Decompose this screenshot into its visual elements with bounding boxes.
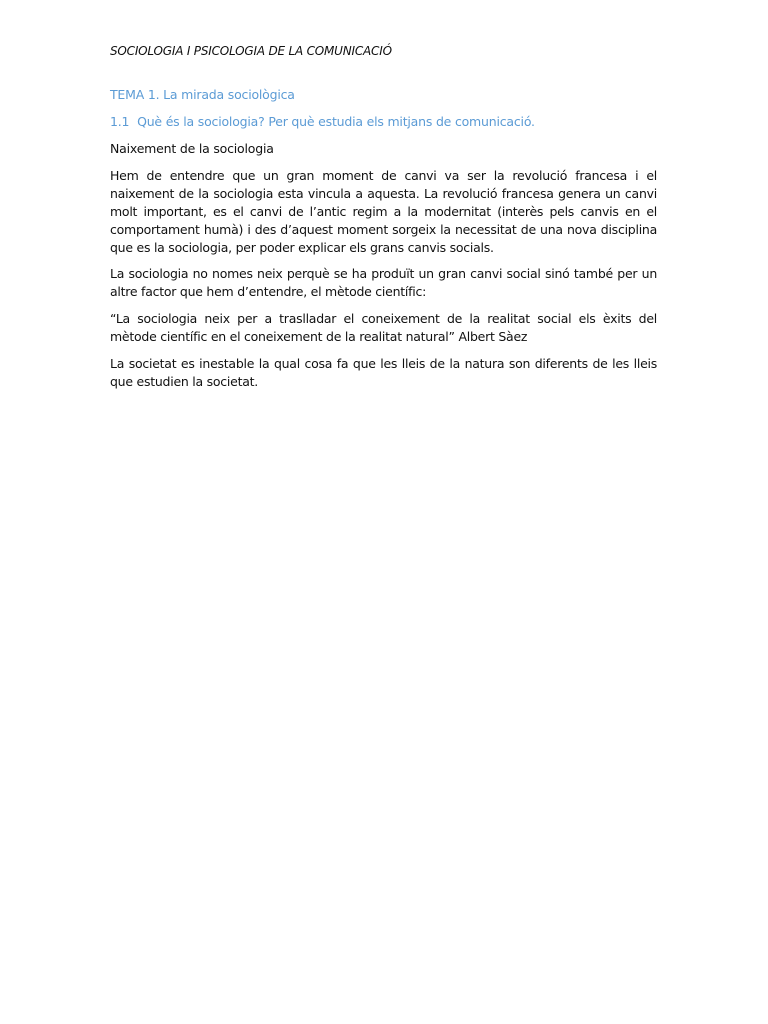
paragraph-4: La societat es inestable la qual cosa fa que les lleis de la natura son diferents de les lleis que estudien la societat. <box>110 356 657 389</box>
subtitle-naixement: Naixement de la sociologia <box>110 141 274 156</box>
heading-section-1-1 <box>110 114 535 130</box>
heading-tema-1: TEMA 1. La mirada sociològica <box>110 87 295 102</box>
document-page <box>110 0 657 1024</box>
section-title: Què és la sociologia? Per què estudia els mitjans de comunicació. <box>137 114 535 129</box>
paragraph-quote: “La sociologia neix per a traslladar el coneixement de la realitat social els èxits del mètode científic en el coneixement de la realitat natural” Albert Sàez <box>110 311 657 344</box>
paragraph-2: La sociologia no nomes neix perquè se ha produït un gran canvi social sinó també per un altre factor que hem d’entendre, el mètode científic: <box>110 266 657 299</box>
section-number: 1.1 <box>110 114 130 129</box>
paragraph-1: Hem de entendre que un gran moment de canvi va ser la revolució francesa i el naixement de la sociologia esta vincula a aquesta. La revolució francesa genera un canvi molt important, es el canvi de l’antic regim a la modernitat (interès pels canvis en el comportament humà) i des d’aquest moment sorgeix la necessitat de una nova disciplina que es la sociologia, per poder explicar els grans canvis socials. <box>110 168 657 255</box>
running-header: SOCIOLOGIA I PSICOLOGIA DE LA COMUNICACIÓ <box>110 44 392 58</box>
